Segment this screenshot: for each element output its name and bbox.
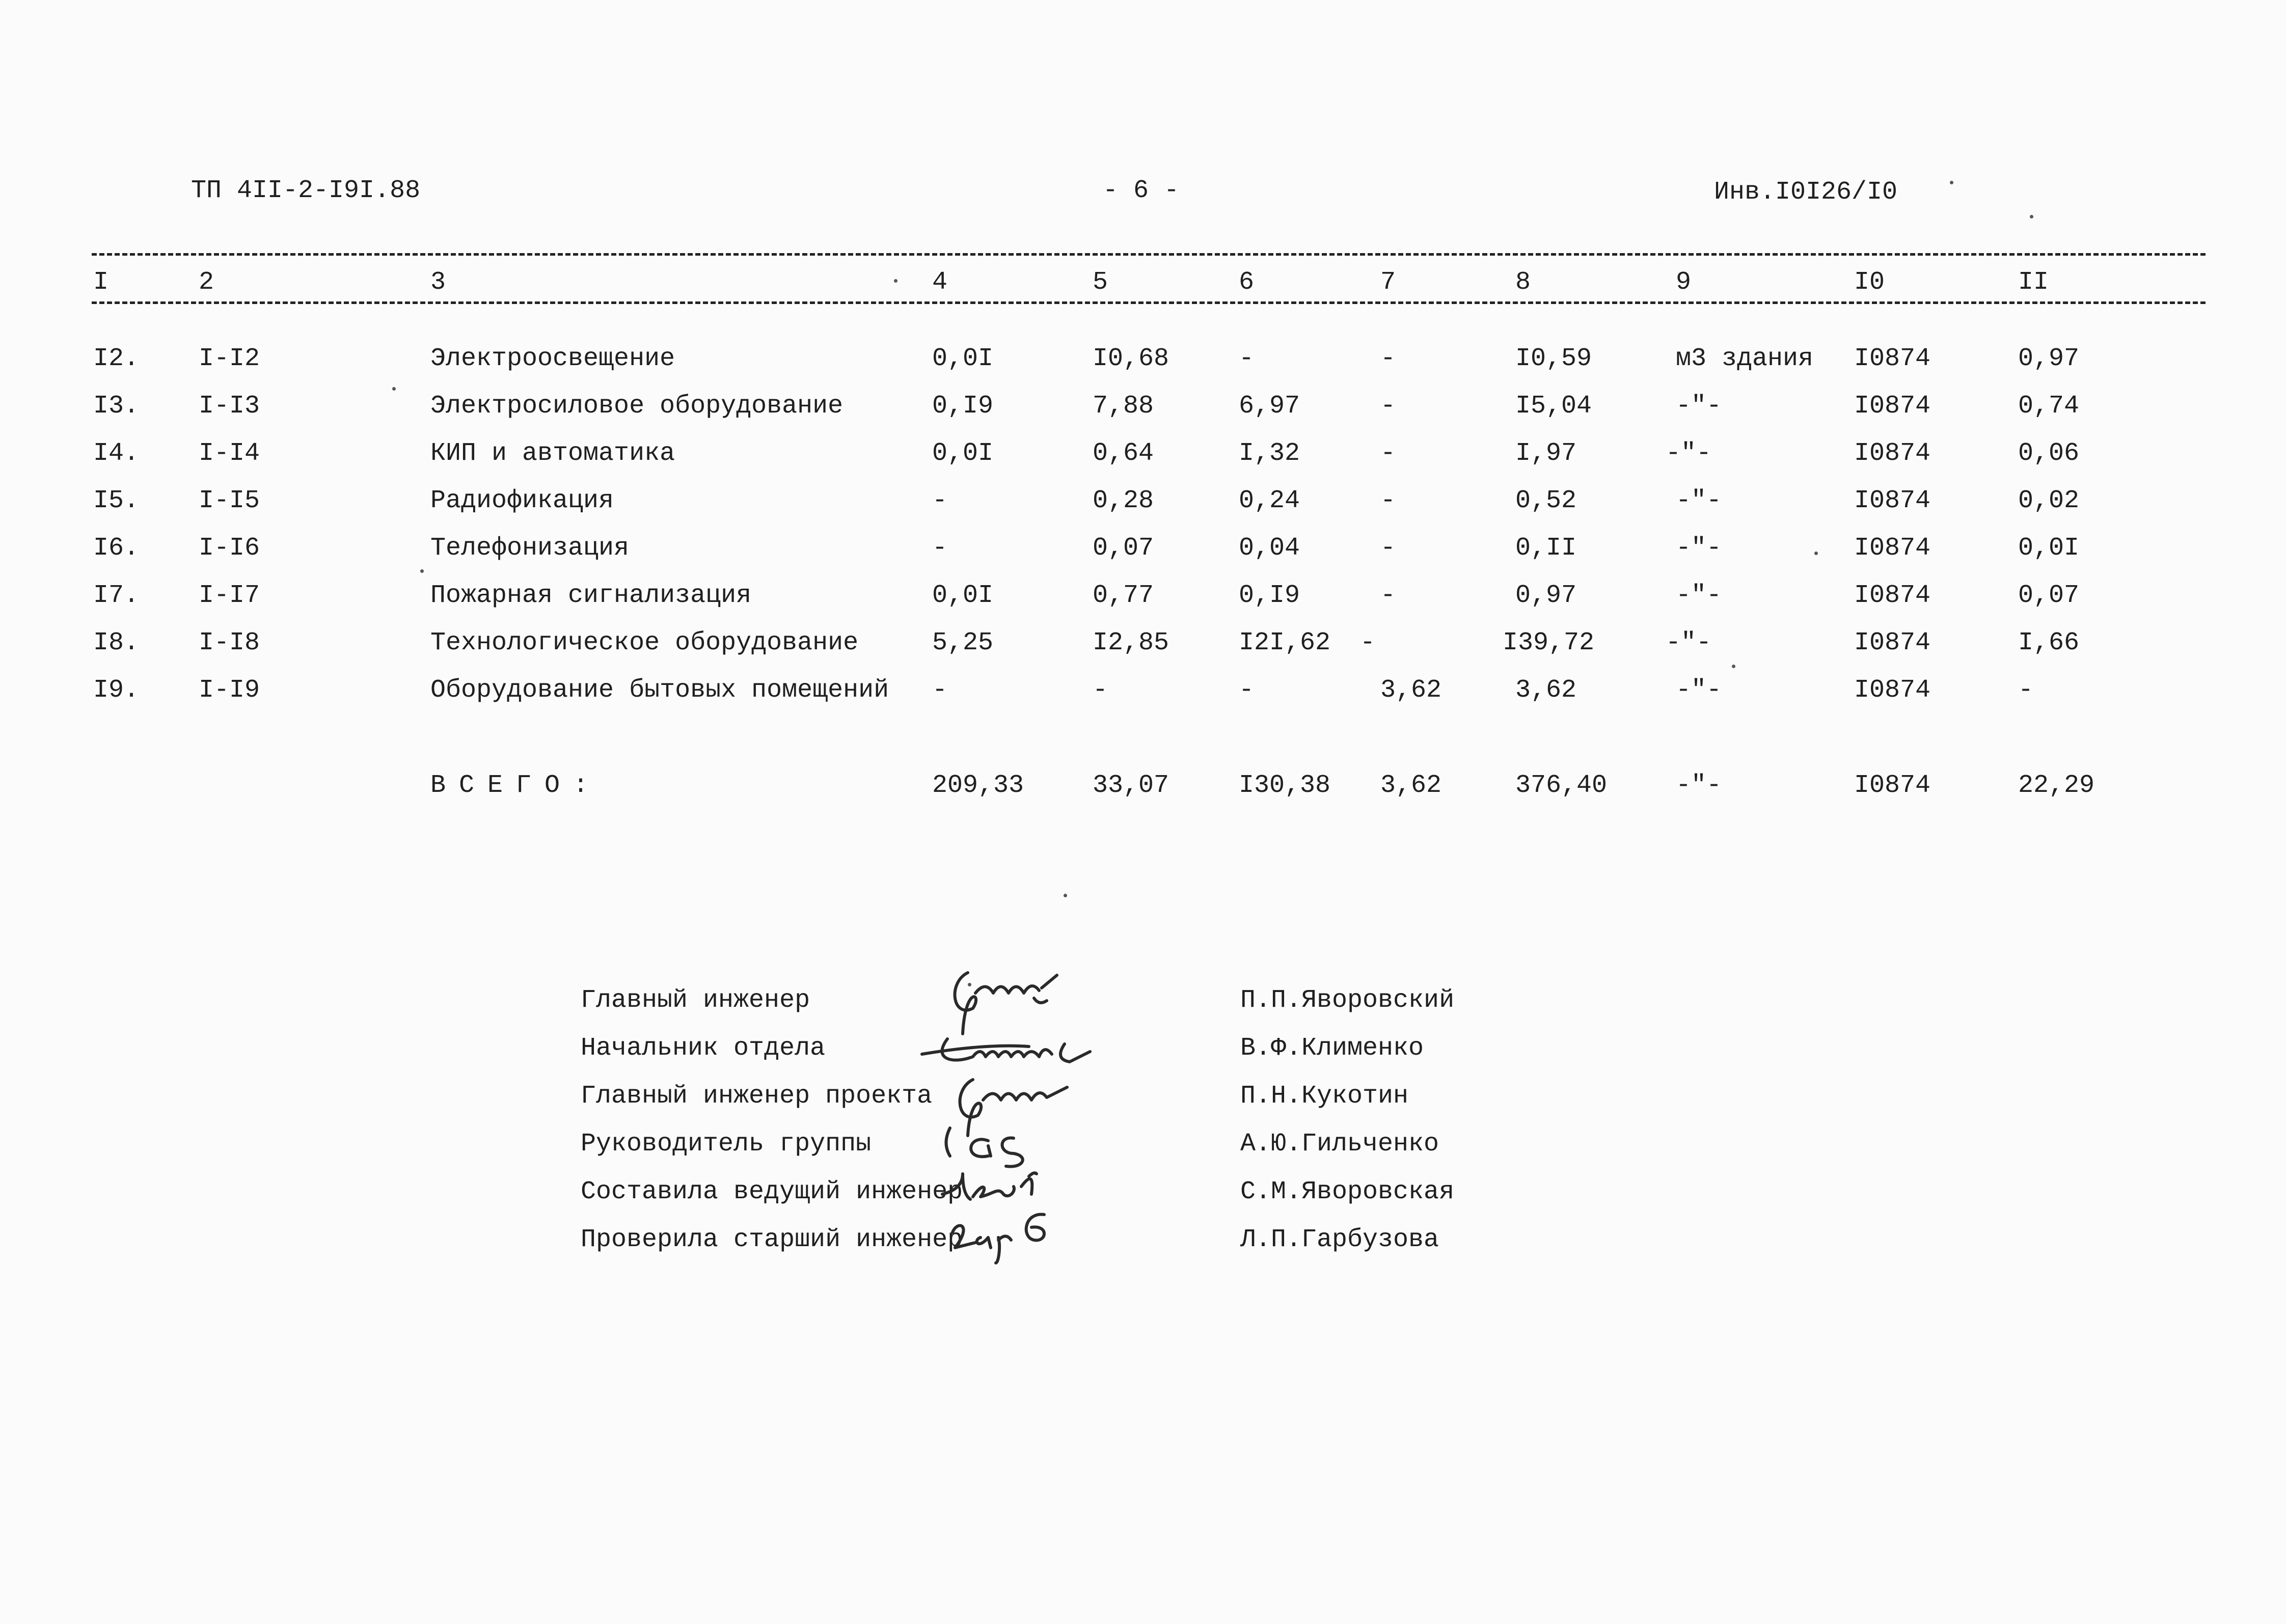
- table-total-row: [0, 773, 2286, 809]
- row-value: -: [932, 676, 948, 705]
- row-value: I0874: [1854, 534, 1931, 563]
- row-number: I4.: [93, 439, 140, 468]
- total-value: 22,29: [2018, 771, 2095, 800]
- signature-senior-engineer: [953, 1215, 1044, 1263]
- row-unit: -"-: [1676, 676, 1722, 705]
- row-value: I2,85: [1093, 628, 1169, 657]
- column-header-6: 6: [1239, 268, 1255, 297]
- signatory-position: Проверила старший инженер: [581, 1225, 963, 1254]
- row-title: Электросиловое оборудование: [430, 392, 843, 421]
- total-value: 3,62: [1380, 771, 1442, 800]
- row-value: -: [1239, 344, 1255, 373]
- row-title: Телефонизация: [430, 534, 630, 563]
- row-code: I-I7: [199, 581, 260, 610]
- signatory-name: П.П.Яворовский: [1240, 986, 1455, 1015]
- row-code: I-I8: [199, 628, 260, 657]
- table-row: [0, 394, 2286, 429]
- row-value: I0874: [1854, 344, 1931, 373]
- column-header-4: 4: [932, 268, 948, 297]
- row-title: КИП и автоматика: [430, 439, 675, 468]
- row-value: 0,0I: [932, 344, 994, 373]
- row-value: 0,06: [2018, 439, 2080, 468]
- row-unit: -"-: [1676, 534, 1722, 563]
- signatory-name: С.М.Яворовская: [1240, 1177, 1455, 1206]
- row-number: I7.: [93, 581, 140, 610]
- signature-group-leader: [946, 1128, 1023, 1167]
- scan-speck: [2030, 215, 2033, 218]
- row-unit: -"-: [1666, 628, 1712, 657]
- signatory-name: А.Ю.Гильченко: [1240, 1130, 1439, 1159]
- total-value: 376,40: [1515, 771, 1608, 800]
- row-value: I0,59: [1515, 344, 1592, 373]
- row-value: I0874: [1854, 676, 1931, 705]
- row-value: 0,97: [1515, 581, 1577, 610]
- signatory-position: Главный инженер проекта: [581, 1082, 933, 1111]
- row-value: I,97: [1515, 439, 1577, 468]
- row-value: 0,64: [1093, 439, 1154, 468]
- row-value: 6,97: [1239, 392, 1300, 421]
- scan-speck: [1064, 894, 1067, 897]
- table-header-rule: [92, 301, 2206, 304]
- row-value: 5,25: [932, 628, 994, 657]
- column-header-9: 9: [1676, 268, 1692, 297]
- row-value: I2I,62: [1239, 628, 1331, 657]
- handwritten-signatures-graphic: [912, 962, 1177, 1268]
- inventory-number: Инв.I0I26/I0: [1714, 178, 1898, 207]
- row-code: I-I4: [199, 439, 260, 468]
- row-title: Оборудование бытовых помещений: [430, 676, 889, 705]
- row-value: 0,II: [1515, 534, 1577, 563]
- table-top-rule: [92, 253, 2206, 256]
- column-header-11: II: [2018, 268, 2049, 297]
- row-code: I-I5: [199, 486, 260, 515]
- row-value: -: [1380, 486, 1396, 515]
- row-value: -: [1380, 581, 1396, 610]
- row-code: I-I9: [199, 676, 260, 705]
- row-value: 0,24: [1239, 486, 1300, 515]
- row-value: I0,68: [1093, 344, 1169, 373]
- row-number: I5.: [93, 486, 140, 515]
- signatory-name: Л.П.Гарбузова: [1240, 1225, 1439, 1254]
- scan-speck: [392, 387, 396, 391]
- row-value: -: [2018, 676, 2034, 705]
- column-header-8: 8: [1515, 268, 1531, 297]
- row-value: 0,I9: [1239, 581, 1300, 610]
- row-title: Технологическое оборудование: [430, 628, 859, 657]
- signature-department-head: [922, 1039, 1090, 1062]
- row-value: -: [1380, 439, 1396, 468]
- scan-speck: [1732, 665, 1735, 668]
- row-value: -: [1380, 344, 1396, 373]
- total-label: ВСЕГО:: [430, 771, 602, 800]
- table-row: [0, 346, 2286, 382]
- row-value: I,32: [1239, 439, 1300, 468]
- row-number: I9.: [93, 676, 140, 705]
- signature-chief-project-engineer: [960, 1080, 1067, 1136]
- row-unit: -"-: [1666, 439, 1712, 468]
- row-value: -: [1380, 392, 1396, 421]
- row-number: I6.: [93, 534, 140, 563]
- row-value: 0,0I: [2018, 534, 2080, 563]
- row-title: Электроосвещение: [430, 344, 675, 373]
- total-value: 209,33: [932, 771, 1024, 800]
- total-value: I30,38: [1239, 771, 1331, 800]
- row-value: -: [1380, 534, 1396, 563]
- row-value: -: [932, 486, 948, 515]
- row-title: Радиофикация: [430, 486, 614, 515]
- row-value: I,66: [2018, 628, 2080, 657]
- signatory-position: Руководитель группы: [581, 1130, 872, 1159]
- row-value: I0874: [1854, 581, 1931, 610]
- row-number: I3.: [93, 392, 140, 421]
- total-value: 33,07: [1093, 771, 1169, 800]
- row-value: -: [1360, 628, 1376, 657]
- signatory-name: В.Ф.Клименко: [1240, 1034, 1424, 1063]
- row-unit: м3 здания: [1676, 344, 1814, 373]
- row-value: I0874: [1854, 628, 1931, 657]
- row-value: 0,07: [1093, 534, 1154, 563]
- table-row: [0, 678, 2286, 713]
- signatory-position: Составила ведущий инженер: [581, 1177, 963, 1206]
- row-value: 0,I9: [932, 392, 994, 421]
- scan-speck: [420, 569, 424, 573]
- row-code: I-I2: [199, 344, 260, 373]
- scan-speck: [1814, 552, 1818, 555]
- row-value: 0,52: [1515, 486, 1577, 515]
- scan-speck: [1950, 181, 1953, 184]
- table-row: [0, 488, 2286, 524]
- row-unit: -"-: [1676, 581, 1722, 610]
- column-header-1: I: [93, 268, 109, 297]
- row-value: 0,0I: [932, 439, 994, 468]
- row-value: 0,77: [1093, 581, 1154, 610]
- row-value: 0,28: [1093, 486, 1154, 515]
- row-title: Пожарная сигнализация: [430, 581, 752, 610]
- table-row: [0, 441, 2286, 477]
- row-value: 0,97: [2018, 344, 2080, 373]
- row-value: 0,0I: [932, 581, 994, 610]
- row-value: I0874: [1854, 439, 1931, 468]
- scan-speck: [968, 983, 971, 986]
- row-value: -: [1093, 676, 1108, 705]
- table-row: [0, 630, 2286, 666]
- row-unit: -"-: [1676, 486, 1722, 515]
- total-unit: -"-: [1676, 771, 1722, 800]
- column-header-10: I0: [1854, 268, 1885, 297]
- column-header-3: 3: [430, 268, 446, 297]
- page-number: - 6 -: [1103, 176, 1180, 205]
- signatory-position: Главный инженер: [581, 986, 810, 1015]
- row-value: I0874: [1854, 486, 1931, 515]
- row-unit: -"-: [1676, 392, 1722, 421]
- scan-speck: [894, 279, 897, 283]
- row-number: I8.: [93, 628, 140, 657]
- row-value: 7,88: [1093, 392, 1154, 421]
- row-value: 0,02: [2018, 486, 2080, 515]
- row-number: I2.: [93, 344, 140, 373]
- row-value: -: [932, 534, 948, 563]
- row-value: 0,07: [2018, 581, 2080, 610]
- column-header-7: 7: [1380, 268, 1396, 297]
- row-code: I-I6: [199, 534, 260, 563]
- row-value: I0874: [1854, 392, 1931, 421]
- row-value: 0,74: [2018, 392, 2080, 421]
- column-header-5: 5: [1093, 268, 1108, 297]
- column-header-2: 2: [199, 268, 214, 297]
- row-value: 0,04: [1239, 534, 1300, 563]
- table-row: [0, 583, 2286, 619]
- row-value: 3,62: [1380, 676, 1442, 705]
- signatory-position: Начальник отдела: [581, 1034, 826, 1063]
- row-value: -: [1239, 676, 1255, 705]
- signature-chief-engineer: [955, 973, 1057, 1034]
- document-code: ТП 4II-2-I9I.88: [191, 176, 421, 205]
- row-value: I5,04: [1515, 392, 1592, 421]
- row-code: I-I3: [199, 392, 260, 421]
- row-value: 3,62: [1515, 676, 1577, 705]
- signature-lead-engineer: [942, 1173, 1037, 1199]
- table-row: [0, 536, 2286, 571]
- row-value: I39,72: [1503, 628, 1595, 657]
- total-value: I0874: [1854, 771, 1931, 800]
- signatory-name: П.Н.Кукотин: [1240, 1082, 1409, 1111]
